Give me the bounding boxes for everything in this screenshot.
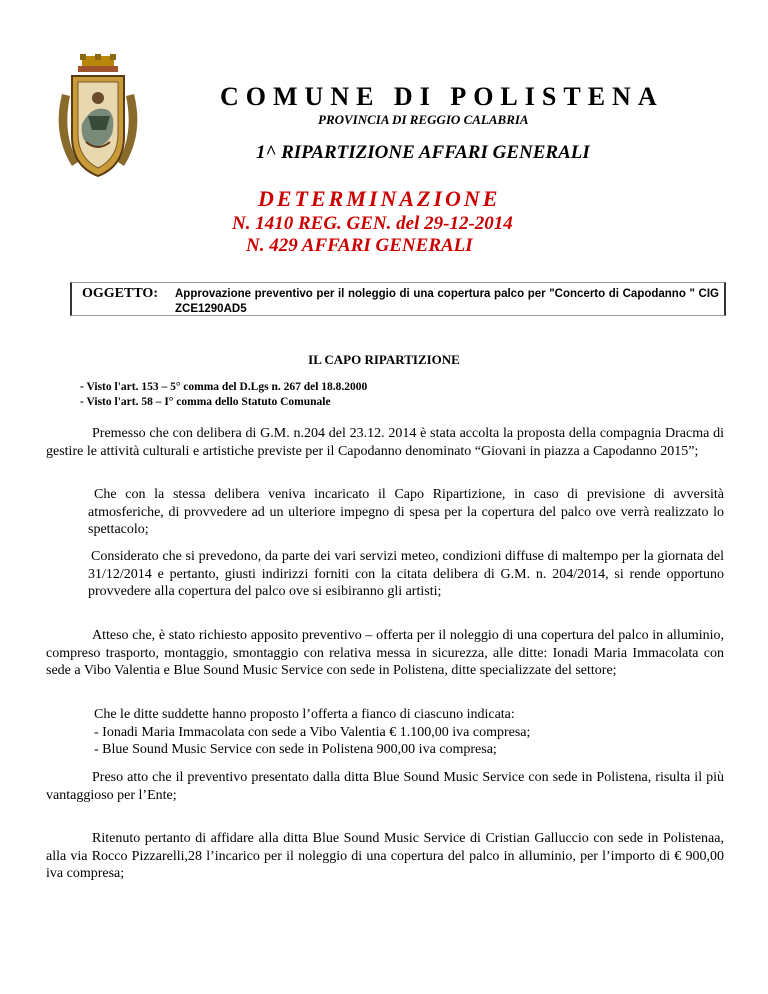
visto-line: - Visto l'art. 58 – I° comma dello Statuto Comunale — [80, 396, 331, 408]
paragraph-ritenuto: Ritenuto pertanto di affidare alla ditta Blue Sound Music Service di Cristian Galluccio con sede in Polistenaa, alla via Rocco Pizzarelli,28 l’incarico per il noleggio di una copertura del palco in alluminio, per l’importo di € 900,00 iva compresa; — [46, 831, 724, 881]
coat-of-arms-crest-icon — [52, 54, 144, 182]
offerte-intro: Che le ditte suddette hanno proposto l’offerta a fianco di ciascuno indicata: — [94, 707, 515, 722]
oggetto-text: Approvazione preventivo per il noleggio di una copertura palco per "Concerto di Capodanno " CIG ZCE1290AD5 — [175, 288, 719, 315]
comune-title: COMUNE DI POLISTENA — [220, 82, 664, 111]
paragraph-preso-atto: Preso atto che il preventivo presentato dalla ditta Blue Sound Music Service con sede in Polistena, risulta il più vantaggioso per l’Ente; — [46, 770, 724, 803]
provincia-subtitle: PROVINCIA DI REGGIO CALABRIA — [318, 112, 529, 127]
oggetto-label: OGGETTO: — [82, 286, 158, 301]
reg-gen-number: N. 1410 REG. GEN. del 29-12-2014 — [232, 213, 513, 234]
paragraph-che: Che con la stessa delibera veniva incaricato il Capo Ripartizione, in caso di previsione di avversità atmosferiche, di provvedere ad un ulteriore impegno di spesa per la copertura del palco ove verrà realizzato lo spettacolo; — [88, 487, 724, 537]
visto-line: - Visto l'art. 153 – 5° comma del D.Lgs n. 267 del 18.8.2000 — [80, 381, 368, 393]
determinazione-title: DETERMINAZIONE — [258, 186, 501, 211]
offerta-item: - Ionadi Maria Immacolata con sede a Vibo Valentia € 1.100,00 iva compresa; — [94, 724, 531, 740]
paragraph-premesso: Premesso che con delibera di G.M. n.204 del 23.12. 2014 è stata accolta la proposta della compagnia Dracma di gestire le attività culturali e artistiche previste per il Capodanno denominato “Giovani in piazza a Capodanno 2015”; — [46, 426, 724, 459]
offerta-item: - Blue Sound Music Service con sede in Polistena 900,00 iva compresa; — [94, 742, 497, 757]
capo-ripartizione-heading: IL CAPO RIPARTIZIONE — [308, 352, 460, 367]
paragraph-offerte — [94, 706, 714, 759]
affari-generali-number: N. 429 AFFARI GENERALI — [246, 235, 473, 256]
paragraph-considerato: Considerato che si prevedono, da parte dei vari servizi meteo, condizioni diffuse di maltempo per la giornata del 31/12/2014 e pertanto, giusti indirizzi forniti con la citata delibera di G.M. n. 204/2014, si rende opportuno provvedere alla copertura del palco ove si esibiranno gli artisti; — [88, 549, 724, 599]
ripartizione-title: 1^ RIPARTIZIONE AFFARI GENERALI — [256, 142, 590, 163]
paragraph-atteso: Atteso che, è stato richiesto apposito preventivo – offerta per il noleggio di una copertura del palco in alluminio, compreso trasporto, montaggio, smontaggio con relativa messa in sicurezza, alle ditte: Ionadi Maria Immacolata con sede a Vibo Valentia e Blue Sound Music Service con sede in Polistena, ditte specializzate del settore; — [46, 628, 724, 678]
